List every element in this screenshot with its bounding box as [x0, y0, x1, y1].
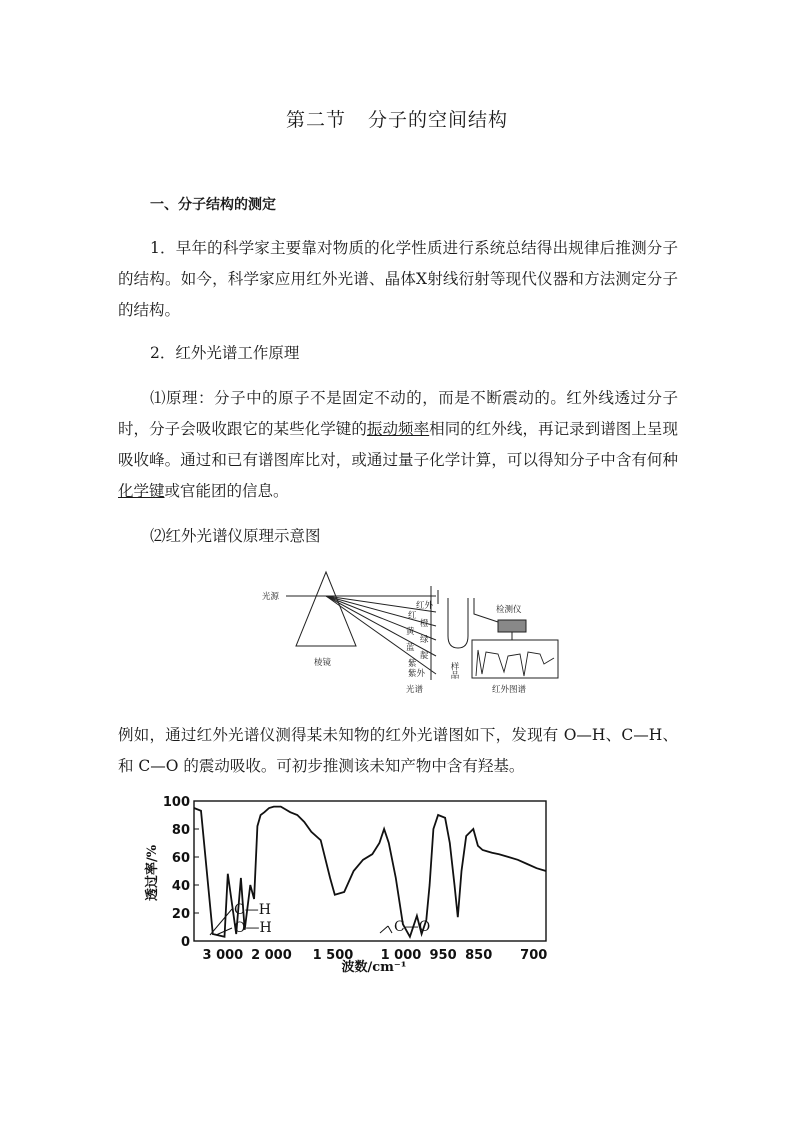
- x-axis-label: 波数/cm⁻¹: [341, 960, 407, 975]
- x-tick-label: 2 000: [251, 948, 292, 963]
- band-orange: 橙: [420, 619, 429, 629]
- y-tick-label: 60: [171, 851, 190, 866]
- x-tick-label: 700: [520, 948, 548, 963]
- page-title: 第二节 分子的空间结构: [285, 109, 509, 131]
- band-violet: 紫: [408, 659, 417, 669]
- annotation-co: C—O: [394, 919, 431, 935]
- light-source-label: 光源: [262, 592, 280, 602]
- paragraph-4: ⑵红外光谱仪原理示意图: [150, 527, 321, 545]
- y-tick-label: 20: [171, 907, 190, 922]
- annotation-oh: O—H: [234, 920, 272, 936]
- y-axis-label: 透过率/%: [145, 844, 160, 902]
- y-tick-label: 0: [180, 935, 190, 950]
- band-yellow: 黄: [406, 627, 415, 637]
- y-tick-label: 40: [171, 879, 190, 894]
- band-red: 红: [408, 611, 417, 621]
- annotation-ch: C—H: [234, 902, 271, 918]
- underlined-term-frequency: 振动频率: [366, 420, 430, 438]
- band-green: 绿: [420, 635, 429, 645]
- x-tick-label: 950: [429, 948, 457, 963]
- band-blue: 蓝: [406, 643, 415, 653]
- underlined-term-bond: 化学键: [118, 482, 165, 500]
- sample-label-1: 样品: [449, 662, 459, 679]
- sample-tube: [448, 598, 468, 648]
- y-tick-label: 80: [171, 823, 190, 838]
- band-indigo: 靛: [420, 651, 429, 661]
- y-tick-label: 100: [162, 795, 190, 810]
- detector-box: [498, 620, 526, 632]
- ir-spectrometer-diagram: [258, 568, 568, 700]
- x-tick-label: 3 000: [202, 948, 244, 963]
- x-tick-label: 850: [465, 948, 493, 963]
- spectrum-label: 光谱: [406, 685, 424, 695]
- x-tick-label: 1 000: [380, 948, 422, 963]
- prism-label: 棱镜: [314, 658, 332, 668]
- ir-spectrum-chart: [142, 793, 552, 983]
- band-uv: 紫外: [408, 669, 426, 679]
- band-ir: 红外: [416, 601, 434, 611]
- detector-label: 检测仪: [496, 605, 522, 615]
- paragraph-5: 例如，通过红外光谱仪测得某未知物的红外光谱图如下，发现有 O—H、C—H、和 C—O 的震动吸收。可初步推测该未知产物中含有羟基。: [118, 726, 678, 775]
- ir-chart-label: 红外图谱: [492, 685, 527, 695]
- x-tick-label: 1 500: [312, 948, 354, 963]
- section-heading: 一、分子结构的测定: [150, 197, 276, 213]
- paragraph-1: 1．早年的科学家主要靠对物质的化学性质进行系统总结得出规律后推测分子的结构。如今，科学家应用红外光谱、晶体X射线衍射等现代仪器和方法测定分子的结构。: [118, 239, 678, 319]
- paragraph-2: 2．红外光谱工作原理: [150, 344, 300, 362]
- prism-shape: [296, 572, 356, 646]
- paragraph-3: ⑴原理：分子中的原子不是固定不动的，而是不断震动的。红外线透过分子时，分子会吸收跟它的某些化学键的振动频率相同的红外线，再记录到谱图上呈现吸收峰。通过和已有谱图库比对，或通过量子化学计算，可以得知分子中含有何种化学键或官能团的信息。: [118, 389, 678, 500]
